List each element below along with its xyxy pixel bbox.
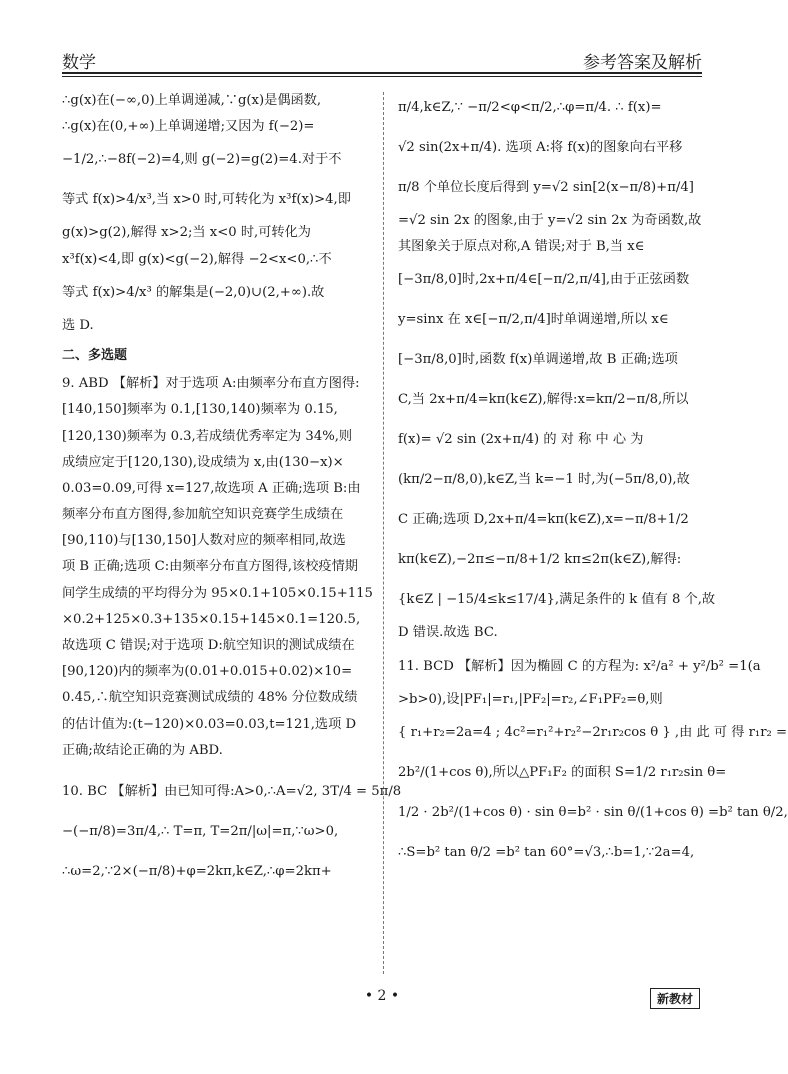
text-line: 0.03=0.09,可得 x=127,故选项 A 正确;选项 B:由 <box>62 480 361 496</box>
page-number: • 2 • <box>364 988 400 1004</box>
text-line: 9. ABD 【解析】对于选项 A:由频率分布直方图得: <box>62 376 360 392</box>
text-line: 成绩应定于[120,130),设成绩为 x,由(130−x)× <box>62 454 344 470</box>
text-line: −(−π/8)=3π/4,∴ T=π, T=2π/|ω|=π,∵ω>0, <box>62 823 339 839</box>
text-line: C,当 2x+π/4=kπ(k∈Z),解得:x=kπ/2−π/8,所以 <box>398 392 689 408</box>
text-line: >b>0),设|PF₁|=r₁,|PF₂|=r₂,∠F₁PF₂=θ,则 <box>398 691 663 707</box>
text-line: 等式 f(x)>4/x³ 的解集是(−2,0)∪(2,+∞).故 <box>62 284 325 300</box>
text-line: ∴S=b² tan θ/2 =b² tan 60°=√3,∴b=1,∵2a=4, <box>398 844 695 860</box>
text-line: π/4,k∈Z,∵ −π/2<φ<π/2,∴φ=π/4. ∴ f(x)= <box>398 100 662 115</box>
text-line: [120,130)频率为 0.3,若成绩优秀率定为 34%,则 <box>62 428 353 444</box>
left-column <box>62 88 402 892</box>
text-line: 故选项 C 错误;对于选项 D:航空知识的测试成绩在 <box>62 638 355 653</box>
text-line: 等式 f(x)>4/x³,当 x>0 时,可转化为 x³f(x)>4,即 <box>62 192 351 208</box>
right-column <box>398 88 788 873</box>
text-line: 1/2 · 2b²/(1+cos θ) · sin θ=b² · sin θ/(1+cos θ) =b² tan θ/2, <box>398 804 788 820</box>
text-line: f(x)= √2 sin (2x+π/4) 的 对 称 中 心 为 <box>398 432 644 448</box>
text-line: 选 D. <box>62 317 94 333</box>
text-line: 间学生成绩的平均得分为 95×0.1+105×0.15+115 <box>62 585 373 601</box>
text-line: 11. BCD 【解析】因为椭圆 C 的方程为: x²/a² + y²/b² =1(a <box>398 658 761 674</box>
text-line: ∴ω=2,∵2×(−π/8)+φ=2kπ,k∈Z,∴φ=2kπ+ <box>62 863 332 879</box>
section-heading: 二、多选题 <box>62 347 128 363</box>
text-line: 的估计值为:(t−120)×0.03=0.03,t=121,选项 D <box>62 716 357 732</box>
text-line: 0.45,∴航空知识竞赛测试成绩的 48% 分位数成绩 <box>62 690 358 706</box>
text-line: {k∈Z | −15/4≤k≤17/4},满足条件的 k 值有 8 个,故 <box>398 592 716 608</box>
text-line: 项 B 正确;选项 C:由频率分布直方图得,该校疫情期 <box>62 559 358 575</box>
text-line: g(x)>g(2),解得 x>2;当 x<0 时,可转化为 <box>62 225 311 241</box>
text-line: [140,150]频率为 0.1,[130,140)频率为 0.15, <box>62 402 338 418</box>
text-line: 正确;故结论正确的为 ABD. <box>62 742 223 758</box>
text-line: −1/2,∴−8f(−2)=4,则 g(−2)=g(2)=4.对于不 <box>62 152 342 168</box>
text-line: y=sinx 在 x∈[−π/2,π/4]时单调递增,所以 x∈ <box>398 312 669 328</box>
text-line: √2 sin(2x+π/4). 选项 A:将 f(x)的图象向右平移 <box>398 140 683 155</box>
text-line: kπ(k∈Z),−2π≤−π/8+1/2 kπ≤2π(k∈Z),解得: <box>398 552 682 568</box>
text-line: [90,120)内的频率为(0.01+0.015+0.02)×10= <box>62 664 353 680</box>
text-line: ×0.2+125×0.3+135×0.15+145×0.1=120.5, <box>62 611 361 627</box>
text-line: π/8 个单位长度后得到 y=√2 sin[2(x−π/8)+π/4] <box>398 180 694 195</box>
text-line: 2b²/(1+cos θ),所以△PF₁F₂ 的面积 S=1/2 r₁r₂sin θ= <box>398 764 727 780</box>
page-header <box>62 40 702 74</box>
text-line: (kπ/2−π/8,0),k∈Z,当 k=−1 时,为(−5π/8,0),故 <box>398 472 690 488</box>
text-line: C 正确;选项 D,2x+π/4=kπ(k∈Z),x=−π/8+1/2 <box>398 512 689 528</box>
text-line: ∴g(x)在(0,+∞)上单调递增;又因为 f(−2)= <box>62 119 315 135</box>
text-line: =√2 sin 2x 的图象,由于 y=√2 sin 2x 为奇函数,故 <box>398 213 702 228</box>
text-line: 10. BC 【解析】由已知可得:A>0,∴A=√2, 3T/4 = 5π/8 <box>62 783 402 799</box>
section-title: 参考答案及解析 <box>583 53 702 73</box>
subject-title: 数学 <box>62 53 96 73</box>
header-rule-thick <box>62 72 702 74</box>
text-line: 频率分布直方图得,参加航空知识竞赛学生成绩在 <box>62 507 344 523</box>
edition-badge: 新教材 <box>650 988 700 1009</box>
text-line: { r₁+r₂=2a=4 ; 4c²=r₁²+r₂²−2r₁r₂cos θ } ,由 此 可 得 r₁r₂ = <box>398 724 788 740</box>
column-divider <box>383 92 384 974</box>
text-line: D 错误.故选 BC. <box>398 625 498 641</box>
text-line: [−3π/8,0]时,函数 f(x)单调递增,故 B 正确;选项 <box>398 352 678 368</box>
text-line: ∴g(x)在(−∞,0)上单调递减,∵g(x)是偶函数, <box>62 93 322 108</box>
text-line: x³f(x)<4,即 g(x)<g(−2),解得 −2<x<0,∴不 <box>62 251 332 267</box>
text-line: 其图象关于原点对称,A 错误;对于 B,当 x∈ <box>398 239 645 255</box>
header-rule-thin <box>62 76 702 77</box>
text-line: [90,110)与[130,150]人数对应的频率相同,故选 <box>62 533 346 549</box>
text-line: [−3π/8,0]时,2x+π/4∈[−π/2,π/4],由于正弦函数 <box>398 272 690 288</box>
